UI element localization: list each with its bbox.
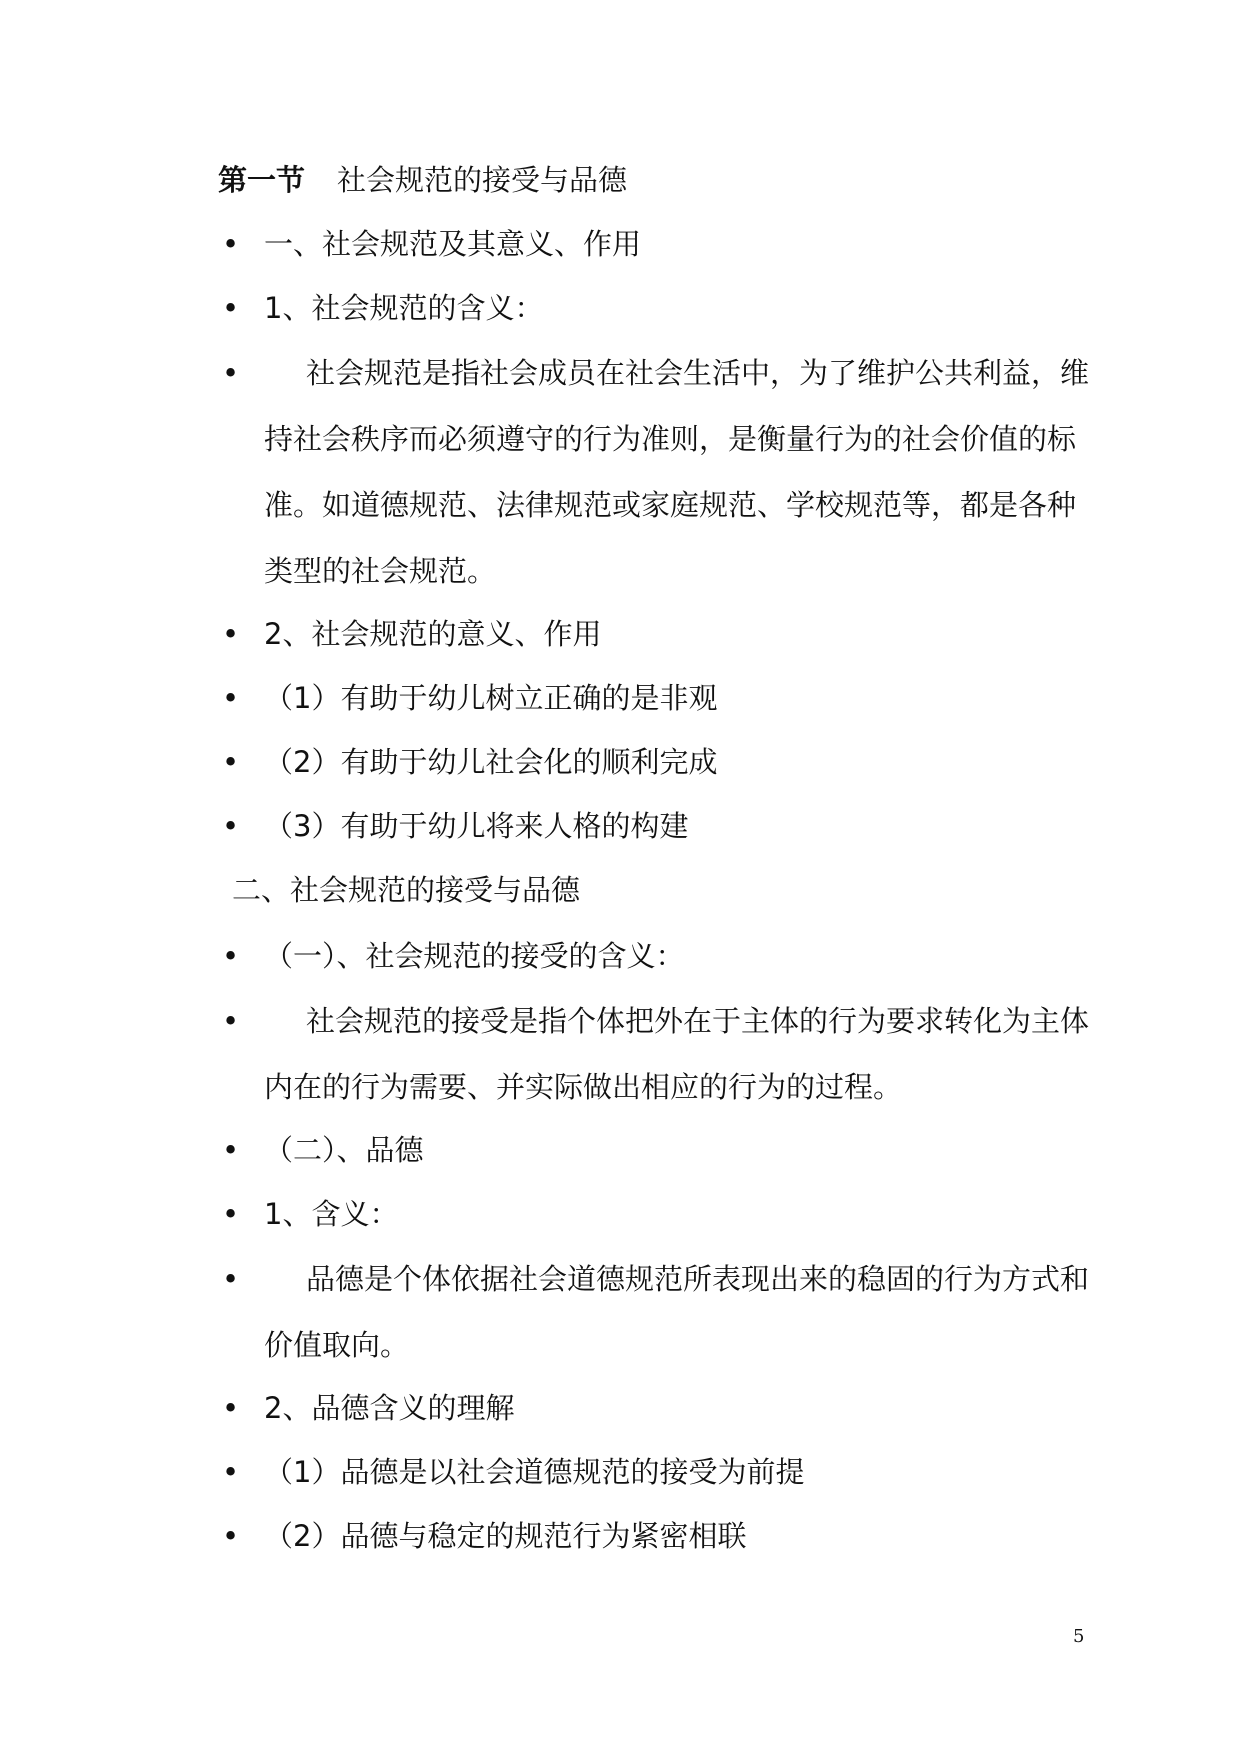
list-item-paragraph (222, 1001, 1102, 1120)
bullet-icon: • (222, 1519, 240, 1553)
list-item (222, 1516, 1102, 1556)
subsection-heading: 二、社会规范的接受与品德 (232, 873, 581, 907)
bullet-icon: • (222, 1133, 240, 1167)
list-item (222, 614, 1102, 654)
bullet-icon: • (222, 227, 240, 261)
bullet-icon: • (222, 291, 240, 325)
list-item-text: 1、含义： (264, 1197, 399, 1231)
list-item-text: （1）有助于幼儿树立正确的是非观 (264, 681, 718, 715)
list-item-text: 一、社会规范及其意义、作用 (264, 227, 642, 261)
list-item (222, 806, 1102, 846)
section-number: 第一节 (218, 163, 306, 197)
list-item (222, 1130, 1102, 1170)
bullet-icon: • (222, 1197, 240, 1231)
list-item-text: 2、社会规范的意义、作用 (264, 617, 602, 651)
paragraph-text: 社会规范的接受是指个体把外在于主体的行为要求转化为主体内在的行为需要、并实际做出相应的行为的过程。 (264, 1004, 1090, 1104)
list-item (222, 1388, 1102, 1428)
list-item (222, 936, 1102, 976)
list-item (222, 678, 1102, 718)
list-item (222, 1194, 1102, 1234)
bullet-icon: • (222, 745, 240, 779)
section-title: 社会规范的接受与品德 (337, 163, 628, 197)
list-item-text: 1、社会规范的含义： (264, 291, 544, 325)
list-item-text: （一）、社会规范的接受的含义： (264, 939, 685, 973)
list-item-text: （2）品德与稳定的规范行为紧密相联 (264, 1519, 747, 1553)
list-item-paragraph (222, 1259, 1102, 1378)
list-item-text: （二）、品德 (264, 1133, 424, 1167)
bullet-icon: • (222, 356, 240, 390)
list-item (222, 288, 1102, 328)
bullet-icon: • (222, 1262, 240, 1296)
page-number: 5 (1073, 1626, 1085, 1647)
list-item (222, 742, 1102, 782)
paragraph-text: 品德是个体依据社会道德规范所表现出来的稳固的行为方式和价值取向。 (264, 1262, 1090, 1362)
bullet-icon: • (222, 617, 240, 651)
bullet-icon: • (222, 809, 240, 843)
list-item-text: （3）有助于幼儿将来人格的构建 (264, 809, 689, 843)
paragraph-text: 社会规范是指社会成员在社会生活中，为了维护公共利益，维持社会秩序而必须遵守的行为准则，是衡量行为的社会价值的标准。如道德规范、法律规范或家庭规范、学校规范等，都是各种类型的社会规范。 (264, 356, 1090, 588)
list-item-paragraph (222, 353, 1102, 604)
bullet-icon: • (222, 681, 240, 715)
bullet-icon: • (222, 1455, 240, 1489)
section-heading (218, 160, 627, 200)
list-item (222, 224, 1102, 264)
list-item-text: 2、品德含义的理解 (264, 1391, 515, 1425)
bullet-icon: • (222, 1004, 240, 1038)
list-item-text: （1）品德是以社会道德规范的接受为前提 (264, 1455, 805, 1489)
bullet-icon: • (222, 939, 240, 973)
list-item (222, 1452, 1102, 1492)
bullet-icon: • (222, 1391, 240, 1425)
list-item-text: （2）有助于幼儿社会化的顺利完成 (264, 745, 718, 779)
